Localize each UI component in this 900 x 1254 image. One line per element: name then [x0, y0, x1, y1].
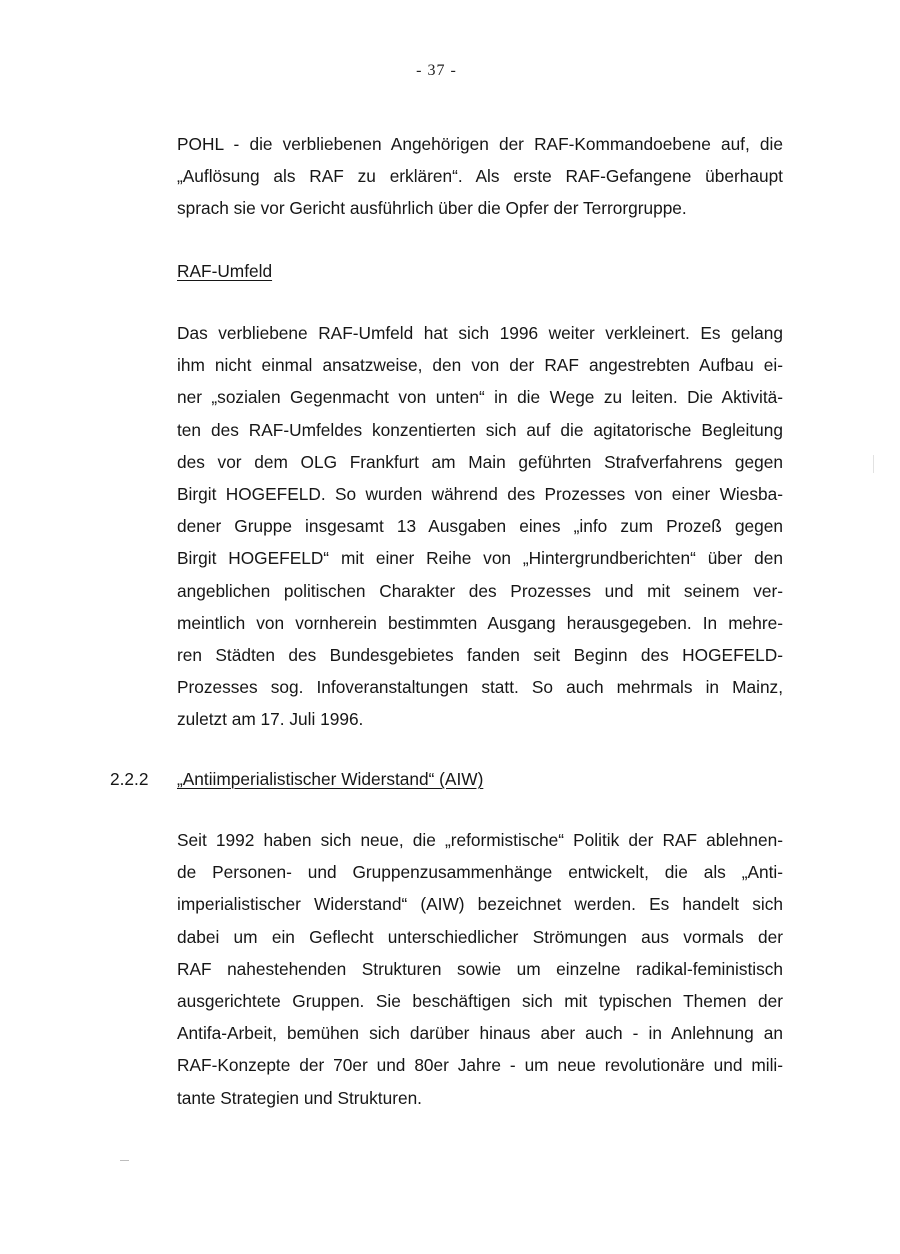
text-line: sprach sie vor Gericht ausführlich über die Opfer der Terrorgruppe. — [177, 198, 687, 219]
raf-umfeld-paragraph — [177, 317, 783, 735]
text-line: Birgit HOGEFELD. So wurden während des Prozesses von einer Wiesba- — [177, 483, 783, 504]
raf-umfeld-heading — [177, 260, 272, 282]
text-line: imperialistischer Widerstand“ (AIW) bezeichnet werden. Es handelt sich — [177, 894, 783, 915]
text-line: Antifa-Arbeit, bemühen sich darüber hinaus aber auch - in Anlehnung an — [177, 1023, 783, 1044]
scan-artifact-mark — [873, 455, 874, 473]
text-line: ten des RAF-Umfeldes konzentierten sich auf die agitatorische Begleitung — [177, 419, 783, 440]
text-line: Seit 1992 haben sich neue, die „reformistische“ Politik der RAF ablehnen- — [177, 830, 783, 850]
text-line: Birgit HOGEFELD“ mit einer Reihe von „Hintergrundberichten“ über den — [177, 548, 783, 569]
page-number: - 37 - — [416, 62, 457, 79]
intro-paragraph — [177, 128, 783, 225]
text-line: ausgerichtete Gruppen. Sie beschäftigen sich mit typischen Themen der — [177, 990, 783, 1011]
text-line: Prozesses sog. Infoveranstaltungen statt. So auch mehrmals in Mainz, — [177, 677, 783, 698]
section-222-heading-text: „Antiimperialistischer Widerstand“ (AIW) — [177, 769, 484, 789]
text-line: meintlich von vornherein bestimmten Ausgang herausgegeben. In mehre- — [177, 612, 783, 633]
text-line: „Auflösung als RAF zu erklären“. Als erste RAF-Gefangene überhaupt — [177, 166, 783, 187]
text-line: POHL - die verbliebenen Angehörigen der RAF-Kommandoebene auf, die — [177, 134, 783, 154]
text-line: RAF nahestehenden Strukturen sowie um einzelne radikal-feministisch — [177, 958, 783, 979]
text-line: zuletzt am 17. Juli 1996. — [177, 709, 364, 730]
text-line: angeblichen politischen Charakter des Prozesses und mit seinem ver- — [177, 580, 783, 601]
text-line: RAF-Konzepte der 70er und 80er Jahre - um neue revolutionäre und mili- — [177, 1055, 783, 1076]
text-line: ren Städten des Bundesgebietes fanden seit Beginn des HOGEFELD- — [177, 644, 783, 665]
section-number: 2.2.2 — [110, 769, 149, 789]
text-line: ihm nicht einmal ansatzweise, den von der RAF angestrebten Aufbau ei- — [177, 355, 783, 376]
text-line: ner „sozialen Gegenmacht von unten“ in die Wege zu leiten. Die Aktivitä- — [177, 387, 783, 408]
raf-umfeld-heading-text: RAF-Umfeld — [177, 261, 273, 281]
text-line: des vor dem OLG Frankfurt am Main geführten Strafverfahrens gegen — [177, 451, 783, 472]
section-222-heading — [177, 768, 483, 790]
text-line: de Personen- und Gruppenzusammenhänge entwickelt, die als „Anti- — [177, 862, 783, 883]
aiw-paragraph — [177, 824, 783, 1114]
text-line: dener Gruppe insgesamt 13 Ausgaben eines „info zum Prozeß gegen — [177, 516, 783, 537]
text-line: Das verbliebene RAF-Umfeld hat sich 1996 weiter verkleinert. Es gelang — [177, 323, 783, 343]
text-line: dabei um ein Geflecht unterschiedlicher Strömungen aus vormals der — [177, 926, 783, 947]
scan-artifact-mark — [120, 1160, 129, 1161]
text-line: tante Strategien und Strukturen. — [177, 1087, 422, 1108]
